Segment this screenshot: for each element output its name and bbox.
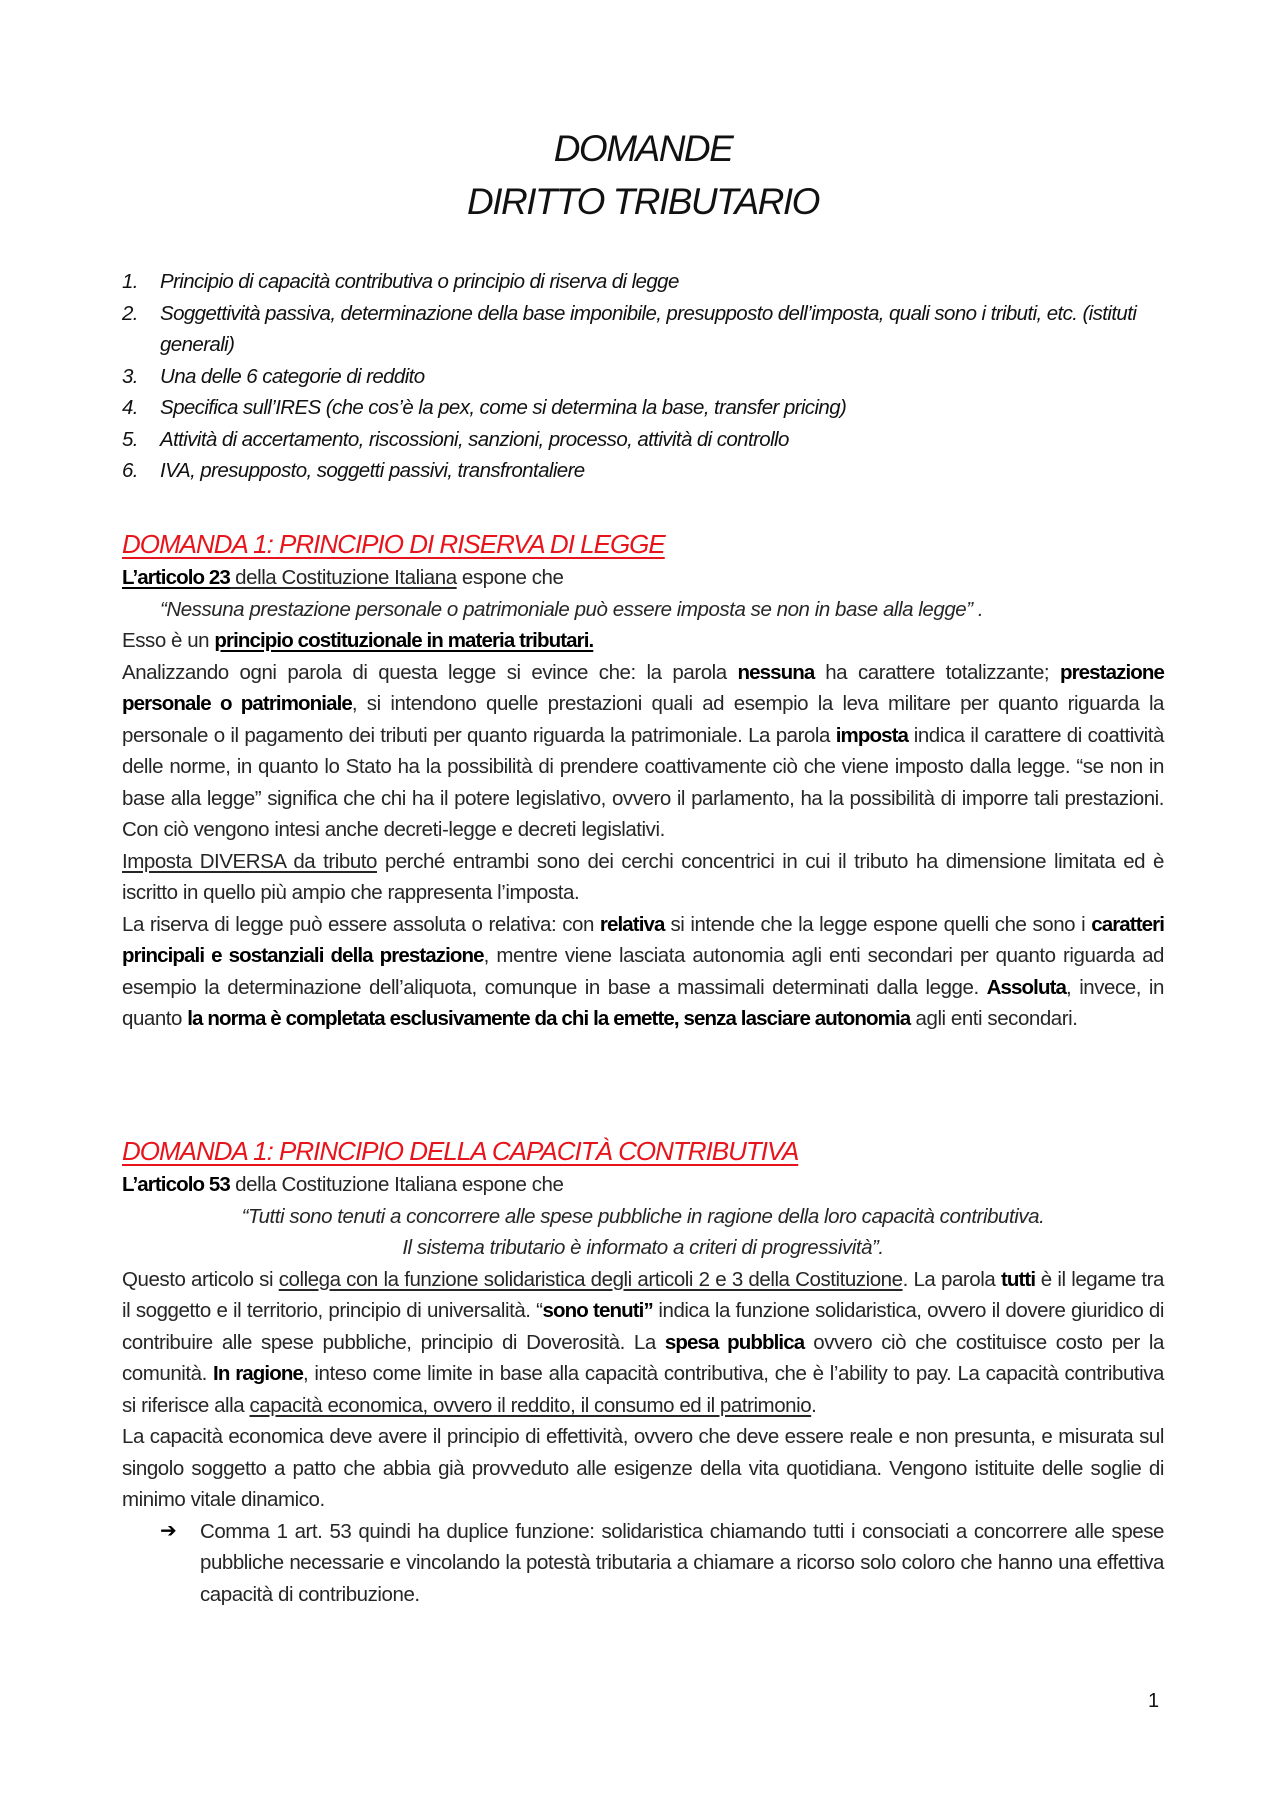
question-number: 1.: [122, 270, 138, 293]
text: si intende che la legge espone quelli che sono i: [664, 912, 1092, 936]
underlined-text: collega con la funzione solidaristica degli articoli 2 e 3 della Costituzione: [278, 1267, 903, 1291]
paragraph: [122, 846, 1164, 909]
bold-text: nessuna: [737, 660, 815, 684]
paragraph: [122, 1421, 1164, 1516]
question-text: Attività di accertamento, riscossioni, sanzioni, processo, attività di controllo: [160, 427, 789, 451]
paragraph: [122, 594, 1164, 626]
question-text: Soggettività passiva, determinazione della base imponibile, presupposto dell’imposta, quali sono i tributi, etc. (istituti generali): [160, 301, 1137, 356]
text: Comma 1 art. 53 quindi ha duplice funzione: solidaristica chiamando tutti i consociati a concorrere alle spese pubbliche necessarie e vincolando la potestà tributaria a chiamare a ricorso solo coloro che hanno una effettiva capacità di contribuzione.: [200, 1519, 1164, 1606]
bold-text: relativa: [599, 912, 665, 936]
paragraph: [122, 1232, 1164, 1264]
text: espone che: [456, 566, 564, 589]
question-item: [122, 298, 1164, 361]
paragraph: [122, 909, 1164, 1035]
paragraph: [122, 562, 1164, 594]
paragraph: [122, 1169, 1164, 1201]
bold-text: L’articolo 53: [122, 1173, 230, 1196]
paragraph: [122, 625, 1164, 657]
text: è il legame tra il soggetto e il territorio, principio di universalità. “: [122, 1267, 1164, 1322]
text: .: [811, 1393, 817, 1417]
text: , si intendono quelle prestazioni quali ad esempio la leva militare per quanto riguarda la personale o il pagamento dei tributi per quanto riguarda la patrimoniale. La parola: [122, 692, 1165, 747]
text: ovvero ciò che costituisce costo per la comunità.: [122, 1330, 1164, 1385]
bold-text: caratteri principali e sostanziali della prestazione: [122, 912, 1164, 967]
bold-text: sono tenuti”: [542, 1299, 653, 1322]
question-item: [122, 266, 1164, 298]
bold-text: principio costituzionale in materia tributari.: [214, 629, 594, 652]
text: La riserva di legge può essere assoluta o relativa: con: [122, 912, 600, 936]
text: “Nessuna prestazione personale o patrimoniale può essere imposta se non in base alla legge” .: [160, 597, 984, 621]
text: Analizzando ogni parola di questa legge si evince che: la parola: [122, 660, 738, 684]
section-riserva-di-legge: [122, 526, 1164, 1035]
text: Esso è un: [122, 629, 215, 652]
question-text: Una delle 6 categorie di reddito: [160, 364, 425, 388]
text: Il sistema tributario è informato a criteri di progressività”.: [402, 1236, 884, 1259]
paragraph: [122, 1264, 1164, 1422]
text: indica il carattere di coattività delle norme, in quanto lo Stato ha la possibilità di prendere coattivamente ciò che viene imposto dalla legge. “se non in base alla legge” significa che chi ha il potere legislativo, ovvero il parlamento, ha la possibilità di imporre tali prestazioni. Con ciò vengono intesi anche decreti-legge e decreti legislativi.: [122, 723, 1164, 841]
text: La capacità economica deve avere il principio di effettività, ovvero che deve essere reale e non presunta, e misurata sul singolo soggetto a patto che abbia già provveduto alle esigenze della vita quotidiana. Vengono istituite delle soglie di minimo vitale dinamico.: [122, 1425, 1164, 1511]
arrow-bullet-item: [122, 1516, 1164, 1611]
doc-title-line2: DIRITTO TRIBUTARIO: [467, 181, 819, 222]
text: , mentre viene lasciata autonomia agli enti secondari per quanto riguarda ad esempio la determinazione dell’aliquota, comunque in base a massimali determinati dalla legge.: [122, 944, 1164, 999]
section-capacita-contributiva: [122, 1133, 1164, 1610]
question-number: 6.: [122, 459, 138, 482]
doc-title-line1: DOMANDE: [553, 128, 733, 169]
question-number: 5.: [122, 427, 138, 451]
text: ha carattere totalizzante;: [814, 660, 1060, 684]
text: agli enti secondari.: [910, 1007, 1078, 1030]
question-number: 3.: [122, 364, 138, 388]
bold-text: la norma è completata esclusivamente da chi la emette, senza lasciare autonomia: [187, 1007, 911, 1030]
bold-text: prestazione personale o patrimoniale: [122, 660, 1165, 715]
question-text: IVA, presupposto, soggetti passivi, transfrontaliere: [160, 459, 585, 482]
questions-list: [122, 266, 1164, 487]
bold-text: Assoluta: [986, 975, 1067, 999]
question-item: [122, 455, 1164, 487]
question-number: 2.: [122, 301, 138, 325]
bold-text: spesa pubblica: [664, 1330, 805, 1354]
question-item: [122, 361, 1164, 393]
text: della Costituzione Italiana espone che: [229, 1173, 564, 1196]
text: perché entrambi sono dei cerchi concentrici in cui il tributo ha dimensione limitata ed è iscritto in quello più ampio che rappresenta l’imposta.: [122, 849, 1164, 904]
text: indica la funzione solidaristica, ovvero il dovere giuridico di contribuire alle spese pubbliche, principio di Doverosità. La: [122, 1299, 1164, 1354]
text: Questo articolo si: [122, 1267, 279, 1291]
underlined-text: Imposta DIVERSA da tributo: [122, 849, 377, 873]
question-text: Principio di capacità contributiva o principio di riserva di legge: [160, 270, 679, 293]
question-number: 4.: [122, 396, 138, 419]
bold-text: tutti: [1000, 1267, 1036, 1291]
question-item: [122, 392, 1164, 424]
text: , invece, in quanto: [122, 975, 1164, 1030]
section-heading: DOMANDA 1: PRINCIPIO DELLA CAPACITÀ CONTRIBUTIVA: [122, 1136, 799, 1166]
bold-text: In ragione: [213, 1362, 303, 1385]
bold-text: imposta: [835, 723, 908, 747]
section-heading: DOMANDA 1: PRINCIPIO DI RISERVA DI LEGGE: [122, 529, 665, 559]
paragraph: [122, 657, 1164, 846]
text: , inteso come limite in base alla capacità contributiva, che è l’ability to pay. La capacità contributiva si riferisce alla: [122, 1362, 1164, 1417]
page-number: 1: [1148, 1690, 1160, 1712]
question-text: Specifica sull’IRES (che cos’è la pex, come si determina la base, transfer pricing): [160, 396, 847, 419]
arrow-right-icon: ➔: [160, 1519, 177, 1542]
text: . La parola: [902, 1267, 1001, 1291]
underlined-text: della Costituzione Italiana: [229, 566, 457, 589]
paragraph: [200, 1516, 1164, 1611]
underlined-text: capacità economica, ovvero il reddito, il consumo ed il patrimonio: [249, 1393, 812, 1417]
question-item: [122, 424, 1164, 456]
text: “Tutti sono tenuti a concorrere alle spese pubbliche in ragione della loro capacità contributiva.: [241, 1204, 1045, 1228]
paragraph: [122, 1201, 1164, 1233]
bold-text: L’articolo 23: [122, 566, 230, 589]
